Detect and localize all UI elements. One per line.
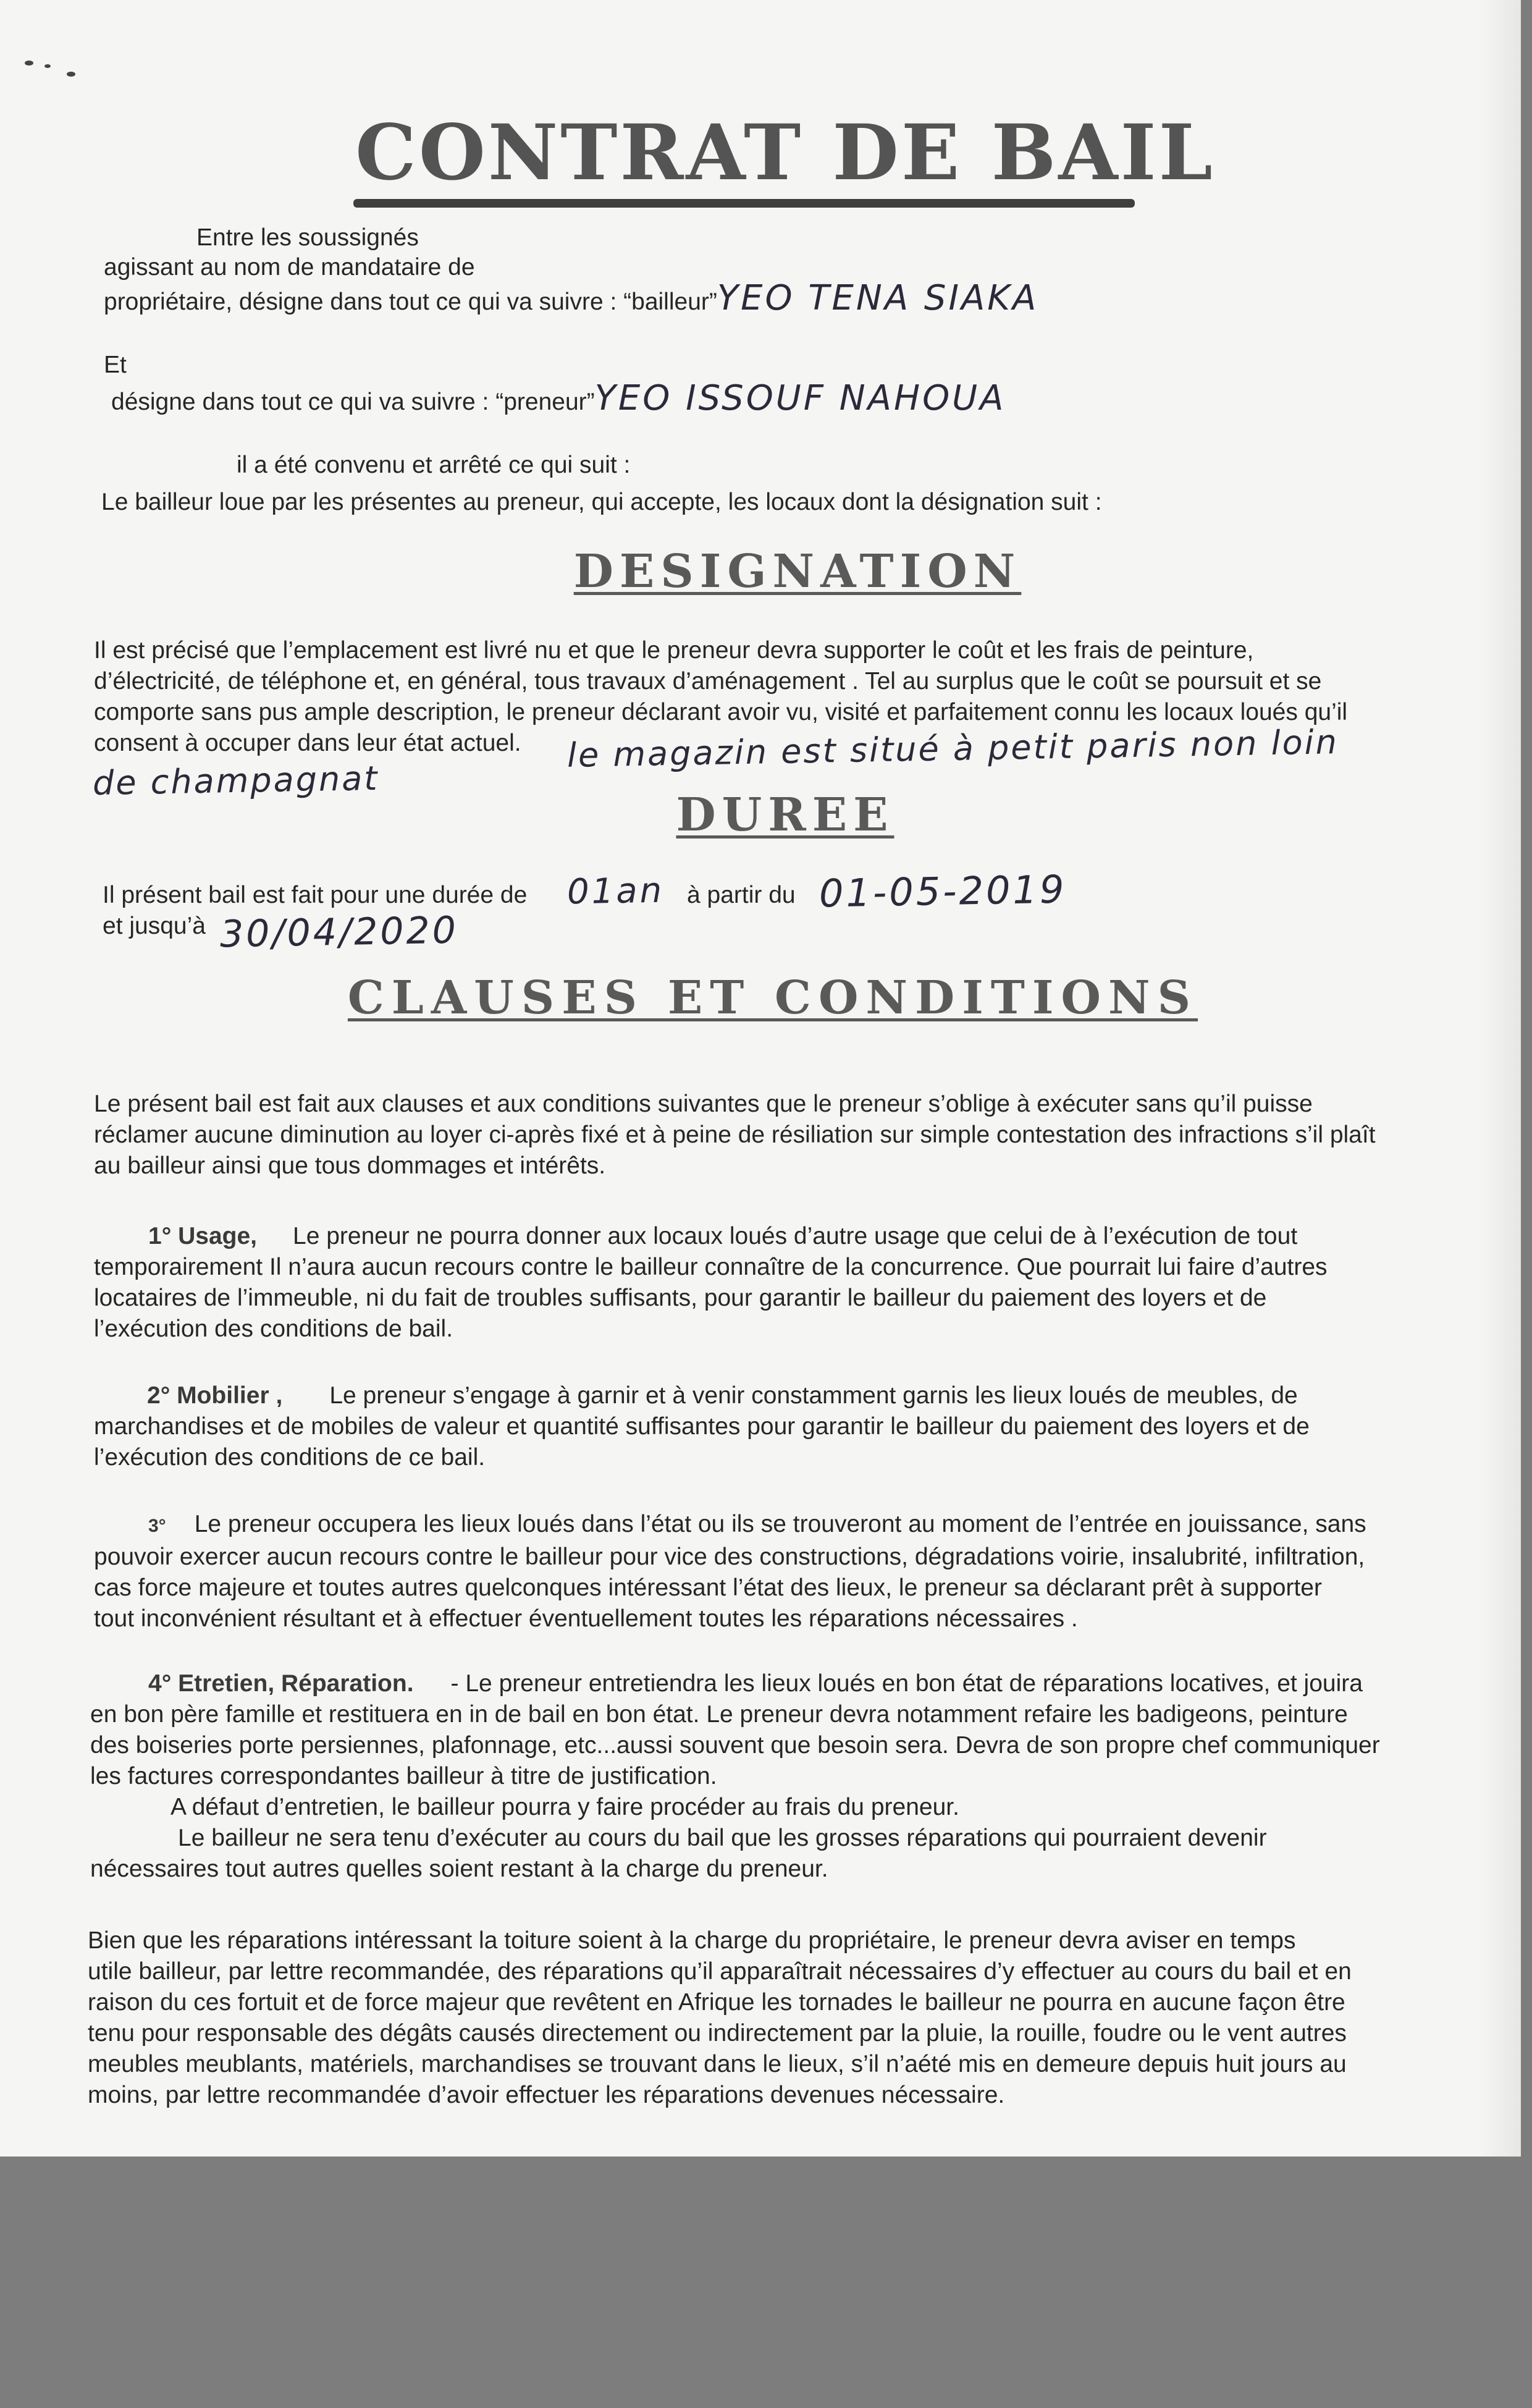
clauses-intro-line: au bailleur ainsi que tous dommages et intérêts.	[94, 1152, 606, 1179]
start-date-handwritten: 01-05-2019	[819, 866, 1067, 916]
clause-line: nécessaires tout autres quelles soient restant à la charge du preneur.	[90, 1856, 828, 1882]
clause-defaut	[90, 1792, 1380, 1823]
clause-line: tenu pour responsable des dégâts causés directement ou indirectement par la pluie, la rouille, foudre ou le vent autres	[88, 2020, 1347, 2047]
loue-text: Le bailleur loue par les présentes au preneur, qui accepte, les locaux dont la désignation suit :	[101, 489, 1102, 515]
clause-line: marchandises et de mobiles de valeur et quantité suffisantes pour garantir le bailleur du paiement des loyers et de	[94, 1413, 1310, 1440]
clause-defaut-text: A défaut d’entretien, le bailleur pourra y faire procéder au frais du preneur.	[170, 1794, 959, 1820]
clauses-intro	[94, 1089, 1376, 1181]
clause-line: tout inconvénient résultant et à effectuer éventuellement toutes les réparations nécessaires .	[94, 1605, 1078, 1632]
ink-speck	[44, 64, 51, 68]
clause-usage	[94, 1221, 1328, 1345]
preneur-line	[111, 378, 1006, 418]
bailleur-label: propriétaire, désigne dans tout ce qui va suivre : “bailleur”	[104, 289, 717, 315]
bailleur-name-handwritten: YEO TENA SIAKA	[717, 278, 1039, 318]
clause-line: l’exécution des conditions de bail.	[94, 1316, 453, 1342]
clause-line: temporairement Il n’aura aucun recours contre le bailleur connaître de la concurrence. Que pourrait lui faire d’autres	[94, 1254, 1328, 1280]
start-label: à partir du	[687, 882, 796, 908]
preneur-block	[111, 378, 1006, 418]
loue-line	[101, 487, 1102, 518]
clause-line: utile bailleur, par lettre recommandée, des réparations qu’il apparaîtrait nécessaires d’y effectuer au cours du bail et en	[88, 1958, 1352, 1985]
clause-etat-text: Le preneur occupera les lieux loués dans l’état ou ils se trouveront au moment de l’entrée en jouissance, sans	[194, 1511, 1366, 1537]
designation-line: d’électricité, de téléphone et, en général, tous travaux d’aménagement . Tel au surplus que le coût se poursuit et se	[94, 668, 1322, 695]
clause-usage-first	[94, 1221, 1328, 1252]
clause-mobilier	[94, 1380, 1310, 1473]
et-text: Et	[104, 352, 127, 378]
clause-line: en bon père famille et restituera en in de bail en bon état. Le preneur devra notamment refaire les badigeons, peinture	[90, 1701, 1348, 1728]
clause-line: pouvoir exercer aucun recours contre le bailleur pour vice des constructions, dégradations voirie, insalubrité, infiltration,	[94, 1544, 1365, 1570]
parties-line-2: agissant au nom de mandataire de	[104, 254, 475, 281]
clause-etat-first	[94, 1509, 1366, 1542]
convenu-line	[237, 450, 630, 481]
designation-line: Il est précisé que l’emplacement est livré nu et que le preneur devra supporter le coût et les frais de peinture,	[94, 637, 1254, 664]
clause-toiture	[88, 1925, 1352, 2111]
preneur-name-handwritten: YEO ISSOUF NAHOUA	[594, 378, 1006, 418]
clause-grosses-text: Le bailleur ne sera tenu d’exécuter au cours du bail que les grosses réparations qui pourraient devenir	[178, 1825, 1267, 1851]
clause-line: l’exécution des conditions de ce bail.	[94, 1444, 486, 1471]
parties-block-2	[104, 252, 1038, 318]
clauses-heading: CLAUSES ET CONDITIONS	[347, 971, 1198, 1024]
clause-mobilier-text: Le preneur s’engage à garnir et à venir constamment garnis les lieux loués de meubles, de	[329, 1382, 1298, 1409]
duree-line-2	[103, 911, 206, 942]
clauses-intro-line: Le présent bail est fait aux clauses et aux conditions suivantes que le preneur s’oblige à exécuter sans qu’il puisse	[94, 1091, 1313, 1117]
duree-sentence	[103, 880, 527, 911]
clause-line: des boiseries porte persiennes, plafonnage, etc...aussi souvent que besoin sera. Devra de son propre chef communiquer	[90, 1732, 1380, 1759]
location-handwritten-1: le magazin est situé à petit paris non loin	[566, 722, 1339, 775]
document-title: CONTRAT DE BAIL	[355, 108, 1215, 198]
ink-speck	[25, 61, 33, 65]
clause-line: les factures correspondantes bailleur à titre de justification.	[90, 1763, 717, 1789]
ink-speck	[67, 72, 75, 77]
clause-usage-label: 1° Usage,	[148, 1223, 258, 1249]
duree-line-1-mid	[687, 880, 796, 911]
clause-grosses-first	[90, 1823, 1380, 1854]
duree-heading: DUREE	[676, 788, 894, 842]
clause-entretien-label: 4° Etretien, Réparation.	[148, 1670, 414, 1697]
page-edge-shadow	[1479, 0, 1521, 2157]
duree-prefix: Il présent bail est fait pour une durée de	[103, 882, 528, 908]
duree-line-1	[103, 880, 527, 911]
end-date-handwritten: 30/04/2020	[219, 908, 459, 957]
designation-line: comporte sans pus ample description, le preneur déclarant avoir vu, visité et parfaitement connu les locaux loués qu’il	[94, 699, 1348, 725]
clause-entretien-text: - Le preneur entretiendra les lieux loués en bon état de réparations locatives, et jouira	[450, 1670, 1363, 1697]
end-label: et jusqu’à	[103, 913, 206, 939]
clause-mobilier-first	[94, 1380, 1310, 1411]
designation-heading: DESIGNATION	[573, 545, 1022, 598]
clause-entretien	[90, 1668, 1380, 1885]
designation-line: consent à occuper dans leur état actuel.	[94, 730, 521, 756]
duration-handwritten: 01an	[566, 870, 665, 913]
clause-etat-label: 3°	[148, 1516, 166, 1536]
clause-entretien-first	[90, 1668, 1380, 1699]
clause-line: moins, par lettre recommandée d’avoir effectuer les réparations devenues nécessaire.	[88, 2082, 1005, 2108]
clause-line: meubles meublants, matériels, marchandises se trouvant dans le lieux, s’il n’aété mis en demeure depuis huit jours au	[88, 2051, 1347, 2077]
clause-usage-text: Le preneur ne pourra donner aux locaux loués d’autre usage que celui de à l’exécution de tout	[293, 1223, 1298, 1249]
et-line	[104, 350, 127, 381]
title-underline	[353, 199, 1135, 208]
clauses-intro-line: réclamer aucune diminution au loyer ci-après fixé et à peine de résiliation sur simple contestation des infractions s’il plaît	[94, 1122, 1376, 1148]
clause-line: locataires de l’immeuble, ni du fait de troubles suffisants, pour garantir le bailleur du paiement des loyers et de	[94, 1285, 1267, 1311]
clause-etat	[94, 1509, 1366, 1634]
location-handwritten-2: de champagnat	[92, 758, 379, 803]
convenu-text: il a été convenu et arrêté ce qui suit :	[237, 452, 631, 478]
parties-line-1: Entre les soussignés	[196, 224, 419, 251]
preneur-label: désigne dans tout ce qui va suivre : “preneur”	[111, 389, 595, 415]
clause-mobilier-label: 2° Mobilier ,	[147, 1382, 283, 1409]
clause-line: raison du ces fortuit et de force majeur que revêtent en Afrique les tornades le bailleur ne pourra en aucune façon être	[88, 1989, 1345, 2016]
parties-line-3	[104, 278, 1039, 318]
clause-line: cas force majeure et toutes autres quelconques intéressant l’état des lieux, le preneur sa déclarant prêt à supporter	[94, 1574, 1322, 1601]
parties-block	[196, 222, 419, 253]
clause-line: Bien que les réparations intéressant la toiture soient à la charge du propriétaire, le preneur devra aviser en temps	[88, 1927, 1296, 1954]
